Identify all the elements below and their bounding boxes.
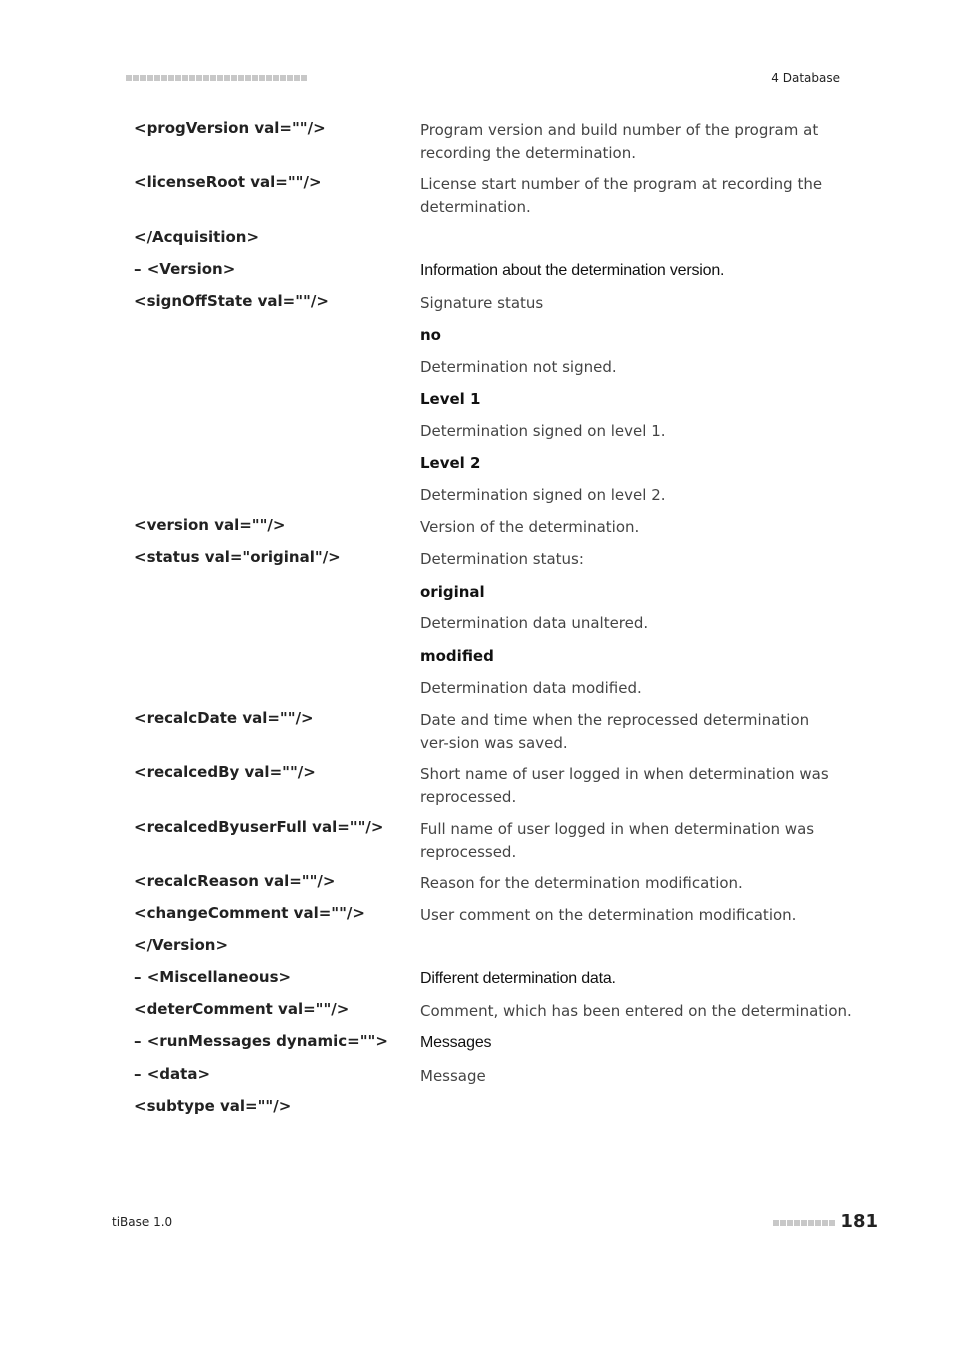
row-term: <deterComment val=""/>	[134, 1000, 350, 1018]
row-description: Determination status:	[420, 550, 584, 568]
row-subterm: no	[420, 326, 441, 344]
row-description: Message	[420, 1067, 486, 1085]
row-term: </Acquisition>	[134, 228, 260, 246]
row-description: Determination signed on level 1.	[420, 422, 666, 440]
row-description: User comment on the determination modification.	[420, 906, 797, 924]
row-description: Determination signed on level 2.	[420, 486, 666, 504]
row-subterm: modified	[420, 647, 494, 665]
row-description: Determination data unaltered.	[420, 614, 649, 632]
row-term: <status val="original"/>	[134, 548, 341, 566]
header-decoration	[126, 75, 307, 81]
row-term: <recalcedBy val=""/>	[134, 763, 316, 781]
row-term: – <Miscellaneous>	[134, 968, 292, 986]
row-subterm: Level 2	[420, 454, 481, 472]
row-description: Program version and build number of the program at recording the determination.	[420, 121, 819, 162]
row-description: Information about the determination version.	[420, 262, 725, 279]
row-description: Full name of user logged in when determination was reprocessed.	[420, 820, 815, 861]
row-description: Date and time when the reprocessed determination ver-sion was saved.	[420, 711, 810, 752]
row-term: <version val=""/>	[134, 516, 286, 534]
row-term: – <data>	[134, 1065, 211, 1083]
row-description: Reason for the determination modification.	[420, 874, 743, 892]
row-description: Messages	[420, 1034, 492, 1051]
row-description: Determination data modified.	[420, 679, 642, 697]
row-term: <changeComment val=""/>	[134, 904, 365, 922]
row-term: <recalcReason val=""/>	[134, 872, 336, 890]
row-term: <progVersion val=""/>	[134, 119, 326, 137]
row-description: Comment, which has been entered on the determination.	[420, 1002, 852, 1020]
row-term: <licenseRoot val=""/>	[134, 173, 322, 191]
row-term: <recalcDate val=""/>	[134, 709, 314, 727]
row-term: <signOffState val=""/>	[134, 292, 329, 310]
row-description: Short name of user logged in when determination was reprocessed.	[420, 765, 829, 806]
row-term: <recalcedByuserFull val=""/>	[134, 818, 384, 836]
row-description: Signature status	[420, 294, 544, 312]
row-description: License start number of the program at recording the determination.	[420, 175, 823, 216]
row-term: <subtype val=""/>	[134, 1097, 292, 1115]
section-header: 4 Database	[771, 71, 840, 85]
row-subterm: original	[420, 583, 485, 601]
row-subterm: Level 1	[420, 390, 481, 408]
footer-decoration	[773, 1220, 835, 1226]
row-term: </Version>	[134, 936, 229, 954]
row-term: – <Version>	[134, 260, 236, 278]
page-number: 181	[840, 1211, 878, 1232]
row-description: Version of the determination.	[420, 518, 640, 536]
row-term: – <runMessages dynamic="">	[134, 1032, 388, 1050]
footer-product: tiBase 1.0	[112, 1215, 173, 1229]
row-description: Different determination data.	[420, 970, 616, 987]
row-description: Determination not signed.	[420, 358, 617, 376]
